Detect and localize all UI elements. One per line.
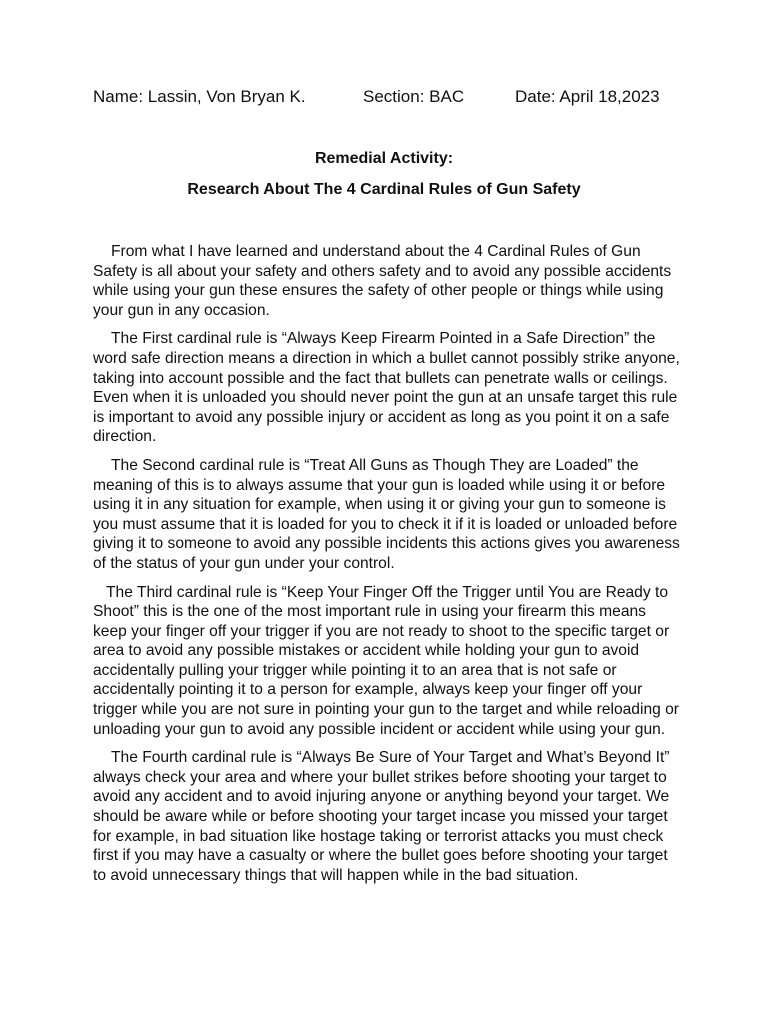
rule-four-paragraph: The Fourth cardinal rule is “Always Be Sure of Your Target and What’s Beyond It” always check your area and where your bullet strikes before shooting your target to avoid any accident and to avoid injuring anyone or anything beyond your target. We should be aware while or before shooting your target incase you missed your target for example, in bad situation like hostage taking or terrorist attacks you must check first if you may have a casualty or where the bullet goes before shooting your target to avoid unnecessary things that will happen while in the bad situation. <box>93 749 670 884</box>
rule-two-paragraph: The Second cardinal rule is “Treat All Guns as Though They are Loaded” the meaning of this is to always assume that your gun is loaded while using it or before using it in any situation for example, when using it or giving your gun to someone is you must assume that it is loaded for you to check it if it is loaded or unloaded before giving it to someone to avoid any possible incidents this actions gives you awareness of the status of your gun under your control. <box>93 456 680 572</box>
student-name: Name: Lassin, Von Bryan K. <box>93 87 306 106</box>
intro-paragraph: From what I have learned and understand about the 4 Cardinal Rules of Gun Safety is all about your safety and others safety and to avoid any possible accidents while using your gun these ensures the safety of other people or things while using your gun in any occasion. <box>93 243 672 319</box>
document-body <box>93 242 683 894</box>
activity-title: Remedial Activity: <box>314 150 454 167</box>
document-date: Date: April 18,2023 <box>515 87 660 106</box>
rule-three-paragraph: The Third cardinal rule is “Keep Your Finger Off the Trigger until You are Ready to Shoot” this is the one of the most important rule in using your firearm this means keep your finger off your trigger if you are not ready to shoot to the specific target or area to avoid any possible mistakes or accident while holding your gun to avoid accidentally pulling your trigger while pointing it to an area that is not safe or accidentally pointing it to a person for example, always keep your finger off your trigger while you are not sure in pointing your gun to the target and while reloading or unloading your gun to avoid any possible incident or accident while using your gun. <box>93 583 679 738</box>
rule-one-paragraph: The First cardinal rule is “Always Keep Firearm Pointed in a Safe Direction” the word safe direction means a direction in which a bullet cannot possibly strike anyone, taking into account possible and the fact that bullets can penetrate walls or ceilings. Even when it is unloaded you should never point the gun at an unsafe target this rule is important to avoid any possible injury or accident as long as you point it on a safe direction. <box>93 330 680 446</box>
student-section: Section: BAC <box>363 87 465 106</box>
topic-title: Research About The 4 Cardinal Rules of Gun Safety <box>187 181 581 198</box>
